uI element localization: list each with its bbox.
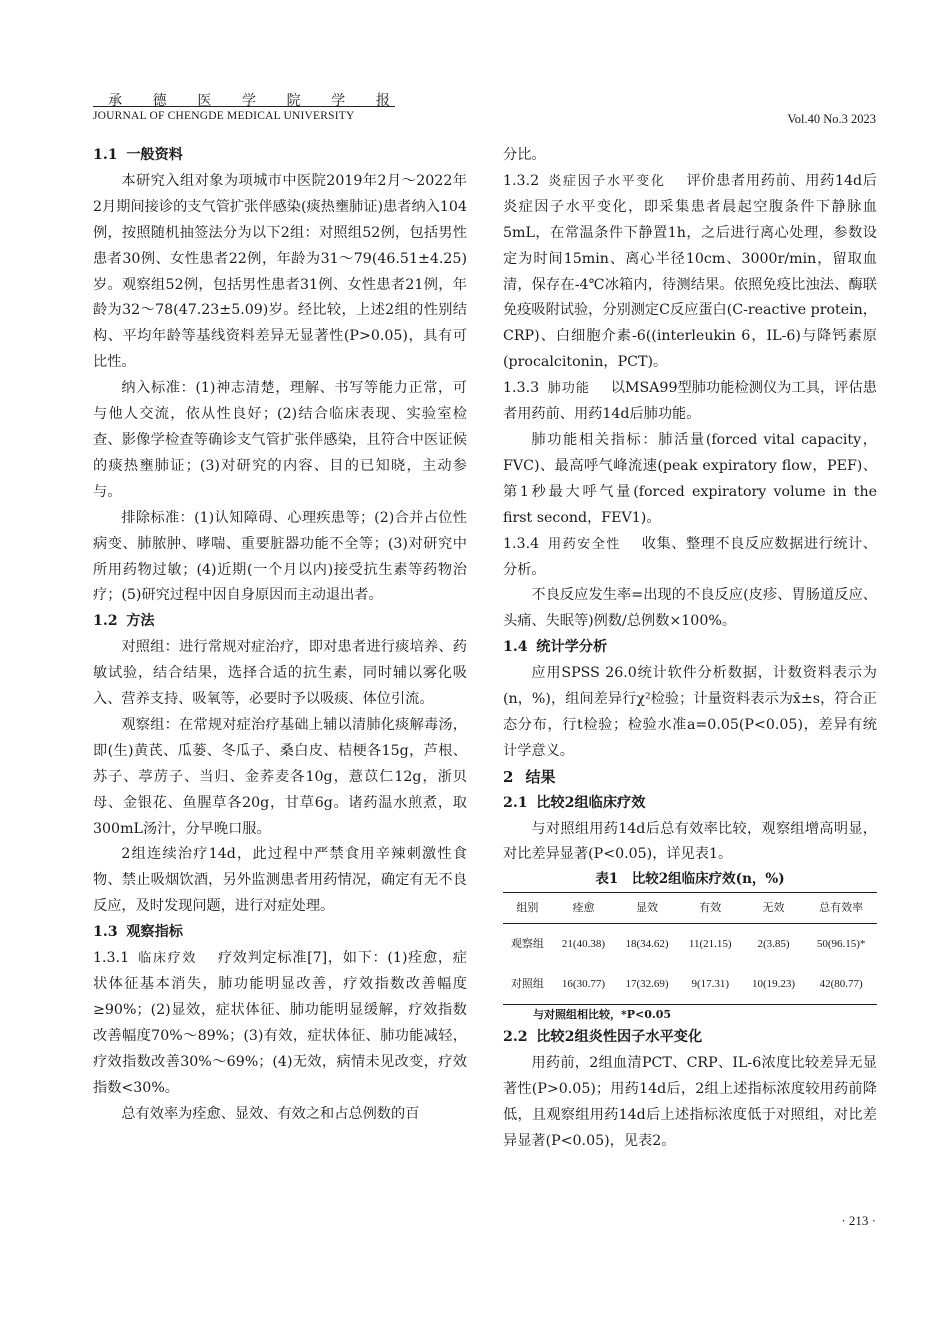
table-cell: 16(30.77) xyxy=(552,964,616,1005)
journal-char: 报 xyxy=(375,93,390,109)
paragraph: 排除标准：(1)认知障碍、心理疾患等；(2)合并占位性病变、肺脓肿、哮喘、重要脏器功能不全等；(3)对研究中所用药物过敏；(4)近期(一个月以内)接受抗生素等药物治疗；(5)研究过程中因自身原因而主动退出者。 xyxy=(93,509,467,604)
journal-char: 德 xyxy=(152,93,167,109)
header-rule xyxy=(93,106,395,107)
journal-char: 承 xyxy=(108,93,122,109)
section-heading: 2 结果 xyxy=(503,767,556,786)
subsection-paragraph: 1.3.3 肺功能 以MSA99型肺功能检测仪为工具，评估患者用药前、用药14d后肺功能。 xyxy=(503,380,877,423)
table-cell: 2(3.85) xyxy=(757,938,790,951)
journal-char: 学 xyxy=(331,93,346,109)
table-cell: 17(32.69) xyxy=(615,964,679,1005)
table-note: 与对照组相比较，*P<0.05 xyxy=(533,1008,672,1022)
table-header: 组别 xyxy=(503,893,552,924)
subsection-paragraph: 1.3.2 炎症因子水平变化 评价患者用药前、用药14d后炎症因子水平变化，即采集患者晨起空腹条件下静脉血5mL，在常温条件下静置1h，之后进行离心处理，参数设定为时间15min、离心半径10cm、3000r/min，留取血清，保存在-4℃冰箱内，待测结果。依照免疫比浊法、酶联免疫吸附试验，分别测定C反应蛋白(C-reactive protein，CRP)、白细胞介素-6((interleukin 6，IL-6)与降钙素原(procalcitonin，PCT)。 xyxy=(503,172,877,371)
paragraph: 用药前，2组血清PCT、CRP、IL-6浓度比较差异无显著性(P>0.05)；用药14d后，2组上述指标浓度较用药前降低，且观察组用药14d后上述指标浓度低于对照组，对比差异显著(P<0.05)，见表2。 xyxy=(503,1055,877,1149)
paragraph: 2组连续治疗14d，此过程中严禁食用辛辣刺激性食物、禁止吸烟饮酒，另外监测患者用药情况，确定有无不良反应，及时发现问题，进行对症处理。 xyxy=(93,846,467,915)
paragraph: 观察组：在常规对症治疗基础上辅以清肺化痰解毒汤，即(生)黄芪、瓜蒌、冬瓜子、桑白皮、桔梗各15g，芦根、苏子、葶苈子、当归、金荞麦各10g，薏苡仁12g，浙贝母、金银花、鱼腥草各20g，甘草6g。诸药温水煎煮，取300mL汤汁，分早晚口服。 xyxy=(93,716,467,837)
paragraph: 总有效率为痊愈、显效、有效之和占总例数的百 xyxy=(121,1105,420,1122)
table-cell: 10(19.23) xyxy=(742,964,806,1005)
journal-char: 学 xyxy=(241,93,256,109)
section-heading: 2.2 比较2组炎性因子水平变化 xyxy=(503,1029,703,1046)
table-header: 有效 xyxy=(679,893,742,924)
journal-title-en: JOURNAL OF CHENGDE MEDICAL UNIVERSITY xyxy=(93,110,355,122)
table-header: 无效 xyxy=(742,893,806,924)
journal-char: 医 xyxy=(197,93,212,109)
left-column xyxy=(93,143,467,1127)
table-cell: 9(17.31) xyxy=(679,964,742,1005)
table-row xyxy=(503,964,877,1005)
paragraph: 与对照组用药14d后总有效率比较，观察组增高明显，对比差异显著(P<0.05)，详见表1。 xyxy=(503,820,877,863)
table-cell: 对照组 xyxy=(503,964,552,1005)
journal-char: 院 xyxy=(286,93,301,109)
paragraph: 分比。 xyxy=(503,147,546,163)
efficacy-table xyxy=(503,892,877,1005)
paragraph: 本研究入组对象为项城市中医院2019年2月～2022年2月期间接诊的支气管扩张伴感染(痰热壅肺证)患者纳入104例，按照随机抽签法分为以下2组：对照组52例，包括男性患者30例、女性患者22例，年龄为31～79(46.51±4.25)岁。观察组52例，包括男性患者31例、女性患者21例，年龄为32～78(47.23±5.09)岁。经比较，上述2组的性别结构、平均年龄等基线资料差异无显著性(P>0.05)，具有可比性。 xyxy=(93,172,467,371)
section-heading: 1.2 方法 xyxy=(93,613,155,630)
paragraph: 不良反应发生率=出现的不良反应(皮疹、胃肠道反应、头痛、失眠等)例数/总例数×100%。 xyxy=(503,587,877,630)
table-header: 痊愈 xyxy=(552,893,616,924)
table-cell: 11(21.15) xyxy=(688,938,732,951)
paragraph: 纳入标准：(1)神志清楚，理解、书写等能力正常，可与他人交流，依从性良好；(2)结合临床表现、实验室检查、影像学检查等确诊支气管扩张伴感染，且符合中医证候的痰热壅肺证；(3)对研究的内容、目的已知晓，主动参与。 xyxy=(93,380,467,500)
paragraph: 肺功能相关指标：肺活量(forced vital capacity，FVC)、最高呼气峰流速(peak expiratory flow，PEF)、第1秒最大呼气量(forced expiratory volume in the first second，FEV1)。 xyxy=(503,431,877,526)
volume-info: Vol.40 No.3 2023 xyxy=(787,112,876,126)
table-header: 总有效率 xyxy=(805,893,877,924)
table-header-row xyxy=(503,893,877,924)
paragraph: 应用SPSS 26.0统计软件分析数据，计数资料表示为(n，%)，组间差异行χ²检验；计量资料表示为x̄±s，符合正态分布，行t检验；检验水准a=0.05(P<0.05)，差异有统计学意义。 xyxy=(503,665,877,759)
section-heading: 1.1 一般资料 xyxy=(93,147,183,163)
section-heading: 1.3 观察指标 xyxy=(93,924,183,941)
table-row xyxy=(503,924,877,965)
section-heading: 1.4 统计学分析 xyxy=(503,639,608,656)
right-column xyxy=(503,143,877,1155)
table-cell: 18(34.62) xyxy=(625,938,669,951)
table-cell: 21(40.38) xyxy=(561,938,605,951)
journal-title-cn xyxy=(108,90,390,110)
table-cell: 42(80.77) xyxy=(805,964,877,1005)
section-heading: 2.1 比较2组临床疗效 xyxy=(503,794,646,811)
paragraph: 对照组：进行常规对症治疗，即对患者进行痰培养、药敏试验，结合结果，选择合适的抗生素，同时辅以雾化吸入、营养支持、吸氧等，必要时予以吸痰、体位引流。 xyxy=(93,639,467,708)
page-number: · 213 · xyxy=(841,1213,876,1228)
table-header: 显效 xyxy=(615,893,679,924)
table-cell: 观察组 xyxy=(510,938,544,951)
table-caption: 表1 比较2组临床疗效(n，%) xyxy=(595,871,785,888)
table-cell: 50(96.15)* xyxy=(816,938,866,951)
subsection-paragraph: 1.3.4 用药安全性 收集、整理不良反应数据进行统计、分析。 xyxy=(503,535,877,578)
subsection-paragraph: 1.3.1 临床疗效 疗效判定标准[7]，如下：(1)痊愈，症状体征基本消失，肺功能明显改善，疗效指数改善幅度≥90%；(2)显效，症状体征、肺功能明显缓解，疗效指数改善幅度70%～89%；(3)有效，症状体征、肺功能减轻，疗效指数改善30%～69%；(4)无效，病情未见改变，疗效指数<30%。 xyxy=(93,950,467,1096)
